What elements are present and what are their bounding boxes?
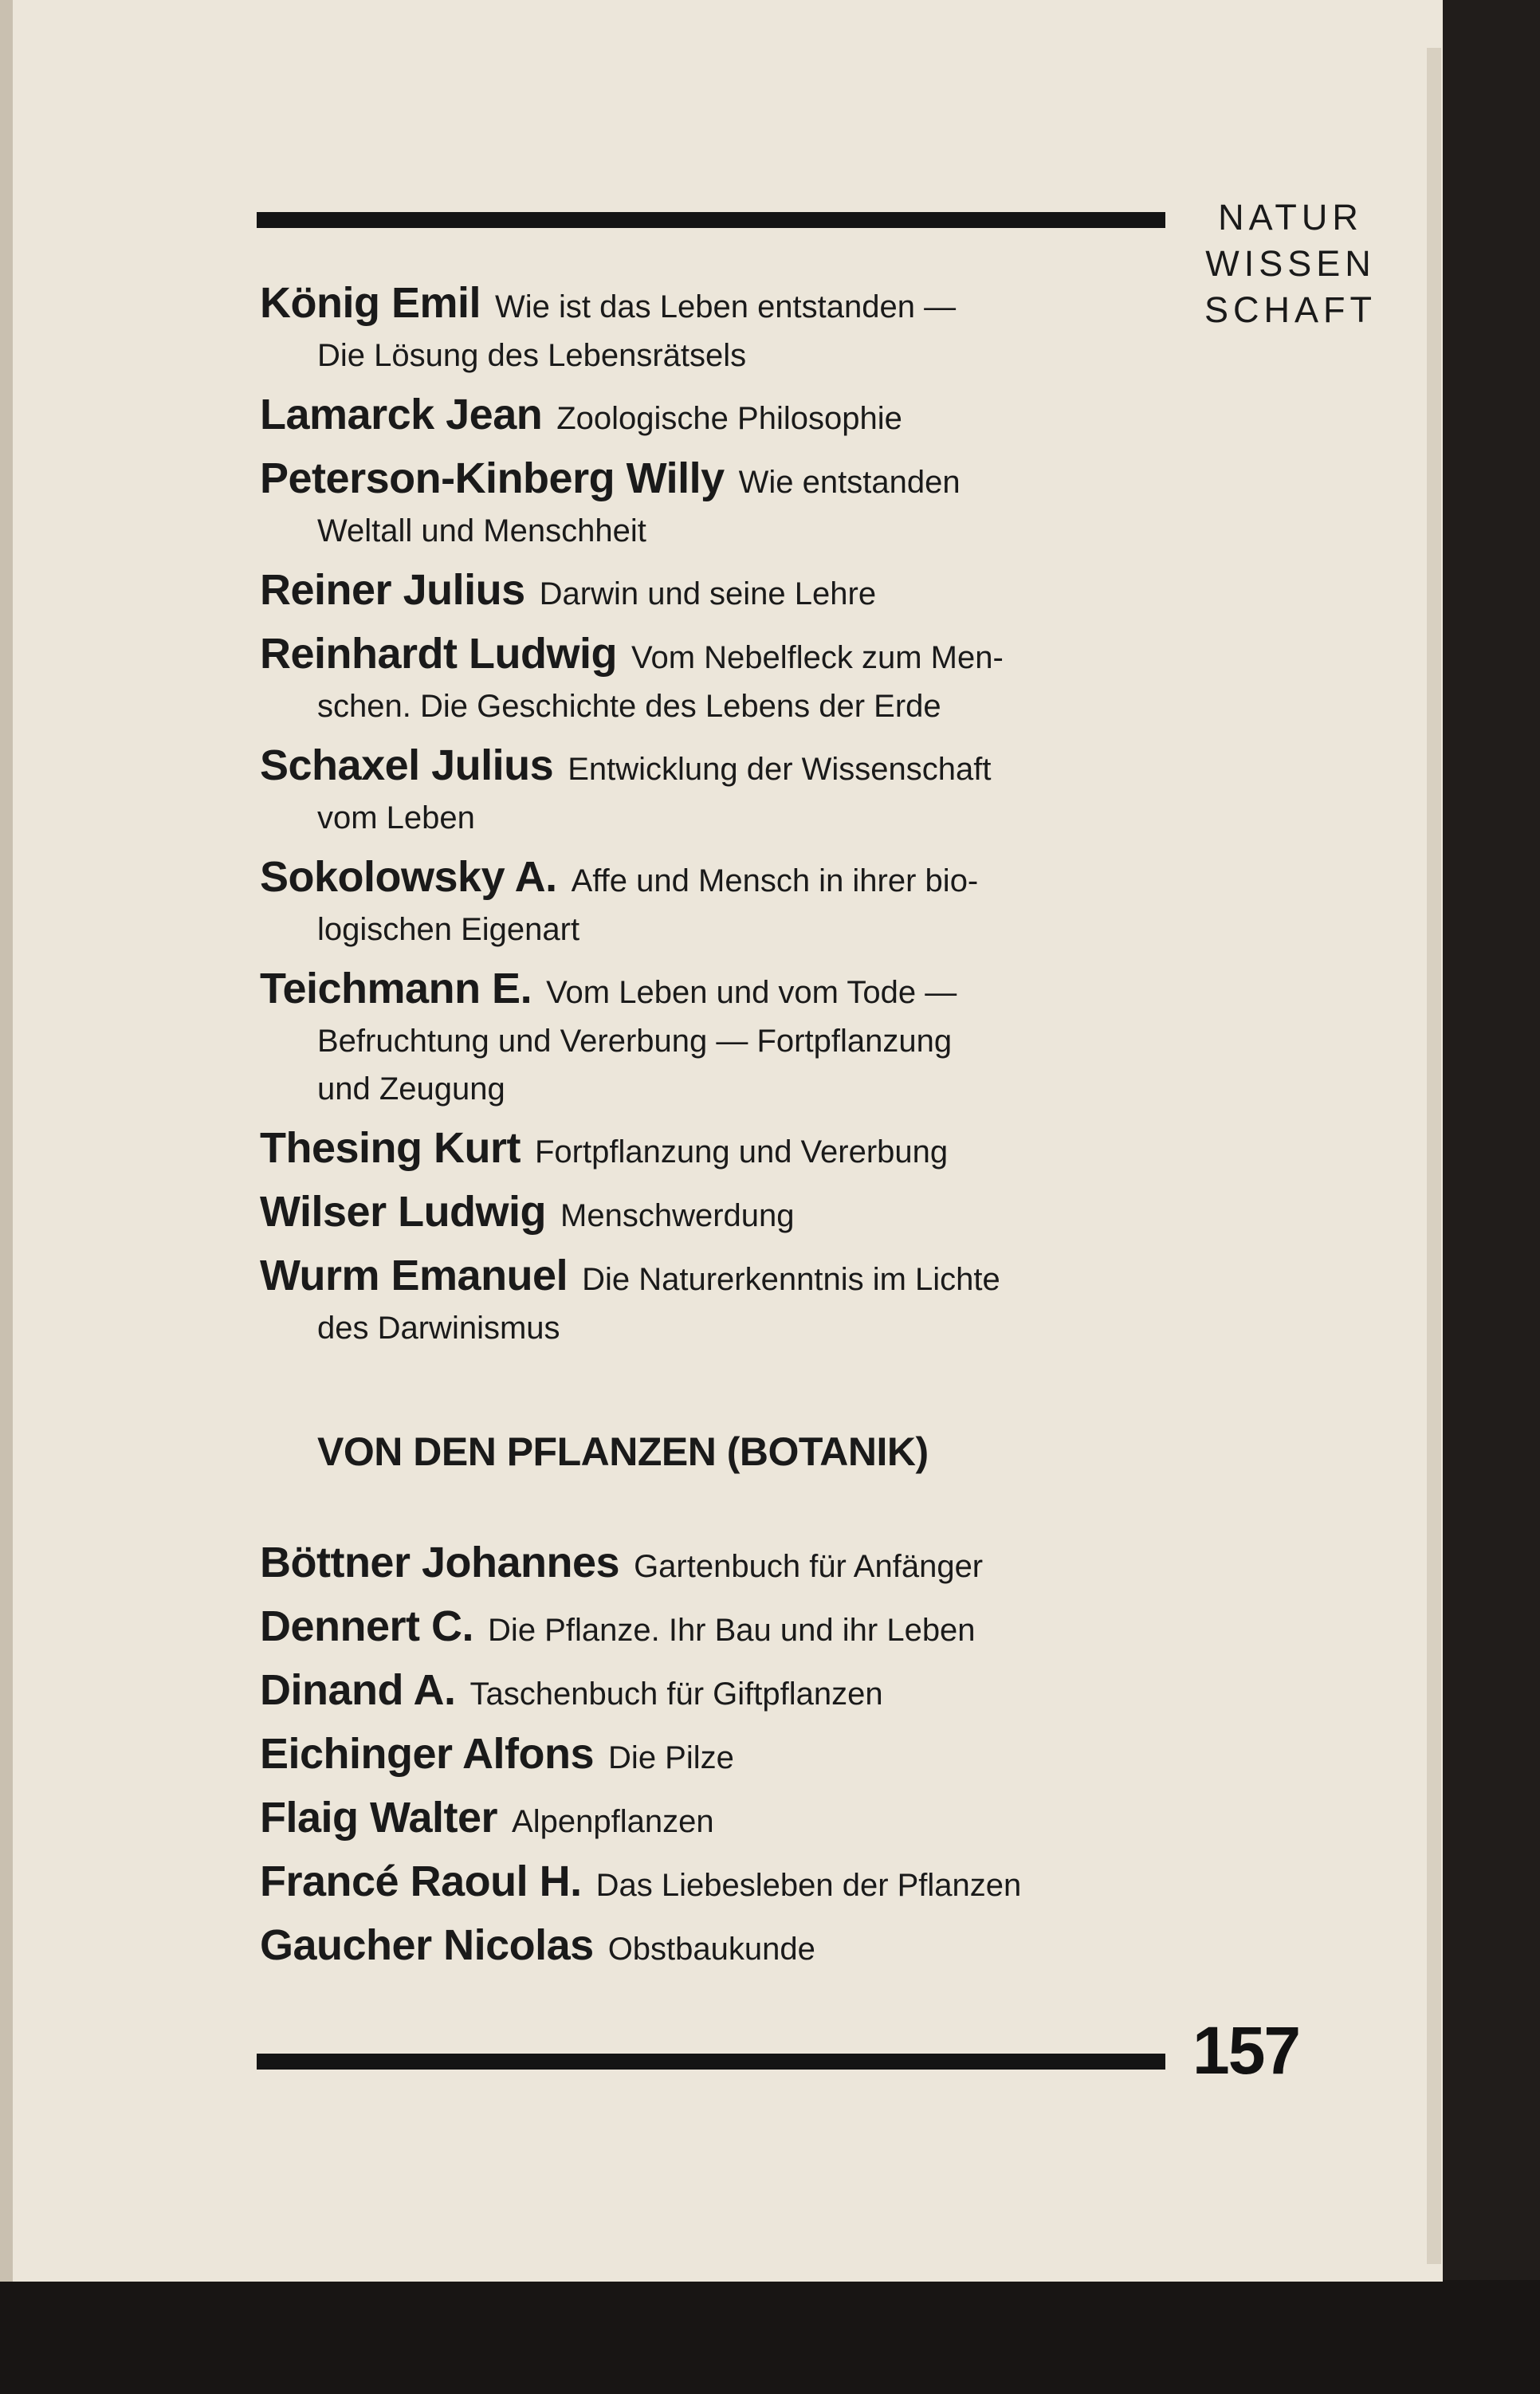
entry-title: Obstbaukunde [607,1932,815,1967]
entry-first-line [260,630,1169,682]
entry-first-line [260,741,1169,794]
book-entry [260,279,1169,379]
section-label-line: NATUR [1218,197,1363,238]
book-entry [260,1252,1169,1352]
entry-title: Alpenpflanzen [512,1804,714,1839]
entry-title: Taschenbuch für Giftpflanzen [469,1677,883,1712]
entry-author: Reiner Julius [260,566,525,614]
entry-title: Die Naturerkenntnis im Lichte [582,1262,1000,1297]
entry-author: König Emil [260,279,481,327]
entry-first-line [260,1921,1169,1974]
book-entry [260,1666,1169,1719]
entry-title: Die Pflanze. Ihr Bau und ihr Leben [488,1613,976,1648]
bottom-rule [257,2054,1165,2070]
entry-first-line [260,279,1169,332]
book-entry [260,1124,1169,1177]
entry-first-line [260,1666,1169,1719]
entry-title-continuation: vom Leben [317,800,475,835]
entry-title: Menschwerdung [560,1198,795,1233]
book-entry [260,1921,1169,1974]
entry-author: Reinhardt Ludwig [260,630,617,678]
page-gutter [0,0,13,2282]
entry-author: Böttner Johannes [260,1539,620,1586]
entry-list-top [260,279,1169,1352]
entry-first-line [260,1730,1169,1783]
entry-author: Wilser Ludwig [260,1188,547,1236]
section-label-line: WISSEN [1205,243,1376,284]
entry-title: Fortpflanzung und Vererbung [535,1134,949,1169]
book-entry [260,1602,1169,1655]
entry-author: Peterson-Kinberg Willy [260,454,725,502]
page-number: 157 [1192,2013,1300,2088]
entry-first-line [260,566,1169,619]
page-edge [1427,48,1441,2264]
entry-title-continuation: Weltall und Menschheit [317,513,646,548]
entry-title: Die Pilze [608,1740,734,1775]
entry-first-line [260,1188,1169,1240]
entry-author: Sokolowsky A. [260,853,557,901]
entry-author: Lamarck Jean [260,391,543,438]
section-heading: VON DEN PFLANZEN (BOTANIK) [317,1429,929,1474]
background-surface-bottom [0,2280,1540,2394]
section-label [1191,195,1390,333]
section-label-line: SCHAFT [1204,289,1377,330]
entry-first-line [260,1124,1169,1177]
entry-first-line [260,1539,1169,1591]
entry-title: Vom Nebelfleck zum Men- [631,640,1004,675]
entry-author: Dinand A. [260,1666,456,1714]
entry-title-continuation: und Zeugung [317,1071,505,1107]
entry-author: Gaucher Nicolas [260,1921,594,1969]
background-surface-right [1439,0,1540,2394]
entry-title: Wie entstanden [738,465,961,500]
entry-author: Teichmann E. [260,965,532,1012]
entry-first-line [260,1252,1169,1304]
book-entry [260,1188,1169,1240]
entry-title: Darwin und seine Lehre [539,576,877,611]
entry-author: Francé Raoul H. [260,1857,582,1905]
book-entry [260,391,1169,443]
entry-title: Affe und Mensch in ihrer bio- [571,863,979,898]
book-entry [260,1539,1169,1591]
book-entry [260,1730,1169,1783]
entry-title: Entwicklung der Wissenschaft [568,752,992,787]
entry-title: Zoologische Philosophie [556,401,902,436]
entry-first-line [260,853,1169,906]
book-entry [260,454,1169,555]
entry-title: Vom Leben und vom Tode — [546,975,957,1010]
entry-title-continuation: logischen Eigenart [317,912,580,947]
book-entry [260,1794,1169,1846]
entry-title: Das Liebesleben der Pflanzen [595,1868,1022,1903]
entry-title-continuation: Befruchtung und Vererbung — Fortpflanzung [317,1024,953,1059]
entry-list-bottom [260,1539,1169,1974]
book-entry [260,741,1169,842]
book-entry [260,1857,1169,1910]
entry-author: Thesing Kurt [260,1124,521,1172]
entry-author: Schaxel Julius [260,741,554,789]
entry-first-line [260,1857,1169,1910]
entry-author: Flaig Walter [260,1794,498,1842]
entry-first-line [260,965,1169,1017]
entry-title-continuation: schen. Die Geschichte des Lebens der Erde [317,689,941,724]
entry-first-line [260,454,1169,507]
entry-first-line [260,1602,1169,1655]
entry-title: Gartenbuch für Anfänger [634,1549,984,1584]
entry-first-line [260,391,1169,443]
entry-title-continuation: des Darwinismus [317,1311,560,1346]
entry-first-line [260,1794,1169,1846]
book-entry [260,853,1169,953]
book-entry [260,965,1169,1113]
entry-author: Wurm Emanuel [260,1252,568,1299]
entry-title: Wie ist das Leben entstanden — [495,289,957,324]
top-rule [257,212,1165,228]
entry-title-continuation: Die Lösung des Lebensrätsels [317,338,747,373]
book-entry [260,566,1169,619]
entry-author: Eichinger Alfons [260,1730,595,1778]
entry-author: Dennert C. [260,1602,474,1650]
book-entry [260,630,1169,730]
page-content [260,279,1169,1985]
